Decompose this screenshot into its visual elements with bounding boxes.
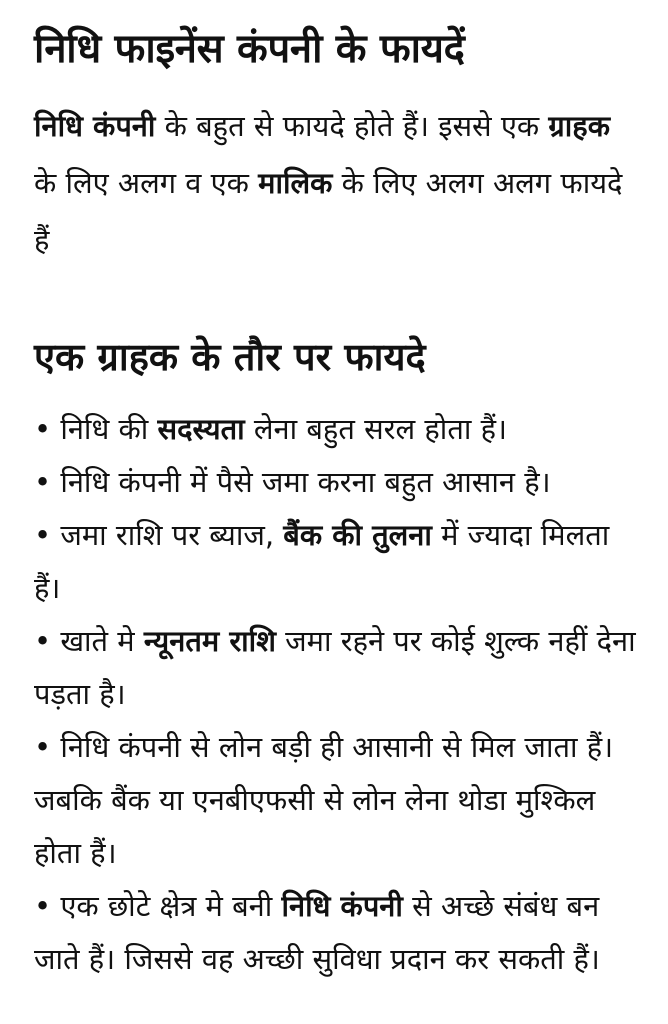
bullet-text: • जमा राशि पर ब्याज, xyxy=(34,518,284,552)
intro-text-3: के लिए अलग अलग फायदे हैं xyxy=(34,166,623,257)
bullet-text-end: जमा रहने पर कोई शुल्क नहीं देना पड़ता है। xyxy=(34,624,636,711)
section-heading: एक ग्राहक के तौर पर फायदे xyxy=(34,335,426,379)
bullet-text: • निधि कंपनी में पैसे जमा करना बहुत आसान है। xyxy=(34,465,551,499)
bullet-bold: निधि कंपनी xyxy=(281,889,403,923)
intro-bold-customer: ग्राहक xyxy=(548,109,610,143)
page-title: निधि फाइनेंस कंपनी के फायदें xyxy=(34,26,465,72)
intro-paragraph xyxy=(34,98,638,269)
bullet-text: • खाते मे xyxy=(34,624,144,658)
bullet-text-end: से अच्छे संबंध बन जाते हैं। जिससे वह अच्छी सुविधा प्रदान कर सकती हैं। xyxy=(34,889,600,976)
bullet-text-end: लेना बहुत सरल होता हैं। xyxy=(244,412,507,446)
intro-bold-nidhi-company: निधि कंपनी xyxy=(34,109,156,143)
bullet-text: • निधि की xyxy=(34,412,158,446)
intro-bold-owner: मालिक xyxy=(258,166,333,200)
bullet-bold: न्यूनतम राशि xyxy=(143,624,276,658)
intro-text-1: के बहुत से फायदे होते हैं। इससे एक xyxy=(155,109,549,143)
bullet-text: • एक छोटे क्षेत्र मे बनी xyxy=(34,889,282,923)
bullet-bold: सदस्यता xyxy=(157,412,245,446)
list-item xyxy=(34,456,638,509)
bullet-text-end: में ज्यादा मिलता हैं। xyxy=(34,518,610,605)
bullet-text: • निधि कंपनी से लोन बड़ी ही आसानी से मिल जाता हैं। जबकि बैंक या एनबीएफसी से लोन लेना थोडा मुश्किल होता हैं। xyxy=(34,730,614,870)
bullet-bold: बैंक की तुलना xyxy=(283,518,432,552)
list-item xyxy=(34,721,638,880)
benefits-list xyxy=(34,403,638,986)
list-item xyxy=(34,509,638,615)
list-item xyxy=(34,403,638,456)
intro-text-2: के लिए अलग व एक xyxy=(34,166,259,200)
list-item xyxy=(34,880,638,986)
list-item xyxy=(34,615,638,721)
